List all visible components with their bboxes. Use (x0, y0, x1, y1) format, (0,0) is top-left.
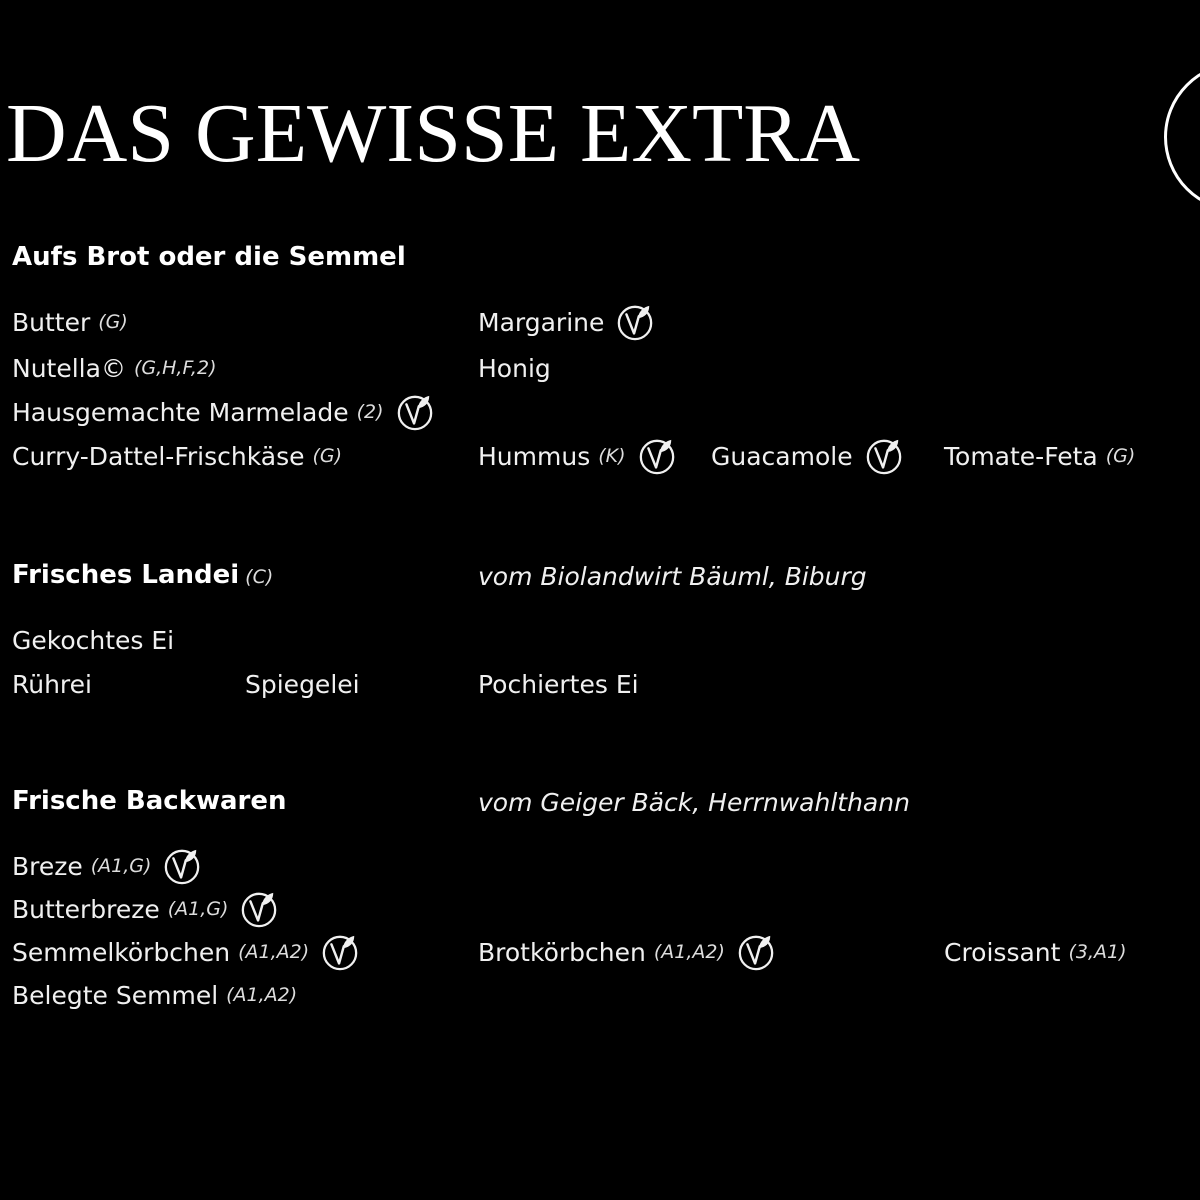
item-name: Belegte Semmel (12, 980, 219, 1010)
allergen-code: (C) (245, 566, 274, 588)
vegan-icon (163, 847, 201, 885)
vegan-icon (865, 437, 903, 475)
menu-item-curry-dattel (12, 436, 342, 476)
menu-item-pochiertes-ei (478, 664, 639, 704)
item-name: Breze (12, 851, 83, 881)
menu-item-guacamole (711, 436, 903, 476)
menu-item-hummus (478, 436, 676, 476)
menu-item-honig (478, 348, 551, 388)
menu-item-margarine (478, 302, 654, 342)
menu-item-spiegelei (245, 664, 360, 704)
item-name: Croissant (944, 937, 1061, 967)
allergen-code: (K) (598, 445, 626, 467)
menu-item-ruehrei (12, 664, 92, 704)
section-heading-spreads: Aufs Brot oder die Semmel (12, 242, 406, 272)
allergen-code: (A1,G) (167, 898, 229, 920)
menu-item-breze (12, 846, 201, 886)
item-name: Margarine (478, 307, 605, 337)
vegan-icon (321, 933, 359, 971)
item-name: Curry-Dattel-Frischkäse (12, 441, 305, 471)
item-name: Hummus (478, 441, 591, 471)
vegan-icon (396, 393, 434, 431)
item-name: Rührei (12, 669, 92, 699)
menu-item-croissant (944, 932, 1127, 972)
allergen-code: (G,H,F,2) (133, 357, 217, 379)
allergen-code: (A1,A2) (238, 941, 310, 963)
item-name: Pochiertes Ei (478, 669, 639, 699)
vegan-icon (616, 303, 654, 341)
allergen-code: (2) (356, 401, 384, 423)
decorative-circle (1164, 62, 1200, 212)
item-name: Spiegelei (245, 669, 360, 699)
vegan-icon (737, 933, 775, 971)
allergen-code: (G) (312, 445, 343, 467)
section-heading-eggs (12, 560, 273, 590)
menu-item-semmelkoerbchen (12, 932, 359, 972)
item-name: Gekochtes Ei (12, 625, 175, 655)
menu-item-gekochtes-ei (12, 620, 174, 660)
menu-item-belegte-semmel (12, 975, 297, 1015)
item-name: Guacamole (711, 441, 853, 471)
eggs-source: vom Biolandwirt Bäuml, Biburg (478, 562, 867, 591)
menu-item-butterbreze (12, 889, 278, 929)
item-name: Honig (478, 353, 551, 383)
bakery-source: vom Geiger Bäck, Herrnwahlthann (478, 788, 910, 817)
item-name: Brotkörbchen (478, 937, 646, 967)
item-name: Butter (12, 307, 91, 337)
allergen-code: (A1,G) (90, 855, 152, 877)
menu-item-marmelade (12, 392, 434, 432)
allergen-code: (A1,A2) (226, 984, 298, 1006)
allergen-code: (3,A1) (1068, 941, 1127, 963)
section-heading-bakery: Frische Backwaren (12, 786, 287, 816)
heading-text: Frisches Landei (12, 560, 240, 590)
vegan-icon (638, 437, 676, 475)
item-name: Hausgemachte Marmelade (12, 397, 349, 427)
menu-item-nutella (12, 348, 216, 388)
menu-item-brotkoerbchen (478, 932, 775, 972)
item-name: Butterbreze (12, 894, 160, 924)
menu-item-butter (12, 302, 128, 342)
page-title: DAS GEWISSE EXTRA (6, 87, 860, 180)
item-name: Tomate-Feta (944, 441, 1098, 471)
allergen-code: (A1,A2) (653, 941, 725, 963)
allergen-code: (G) (98, 311, 128, 333)
item-name: Nutella© (12, 353, 126, 383)
item-name: Semmelkörbchen (12, 937, 231, 967)
vegan-icon (240, 890, 278, 928)
menu-item-tomate-feta (944, 436, 1135, 476)
allergen-code: (G) (1105, 445, 1136, 467)
